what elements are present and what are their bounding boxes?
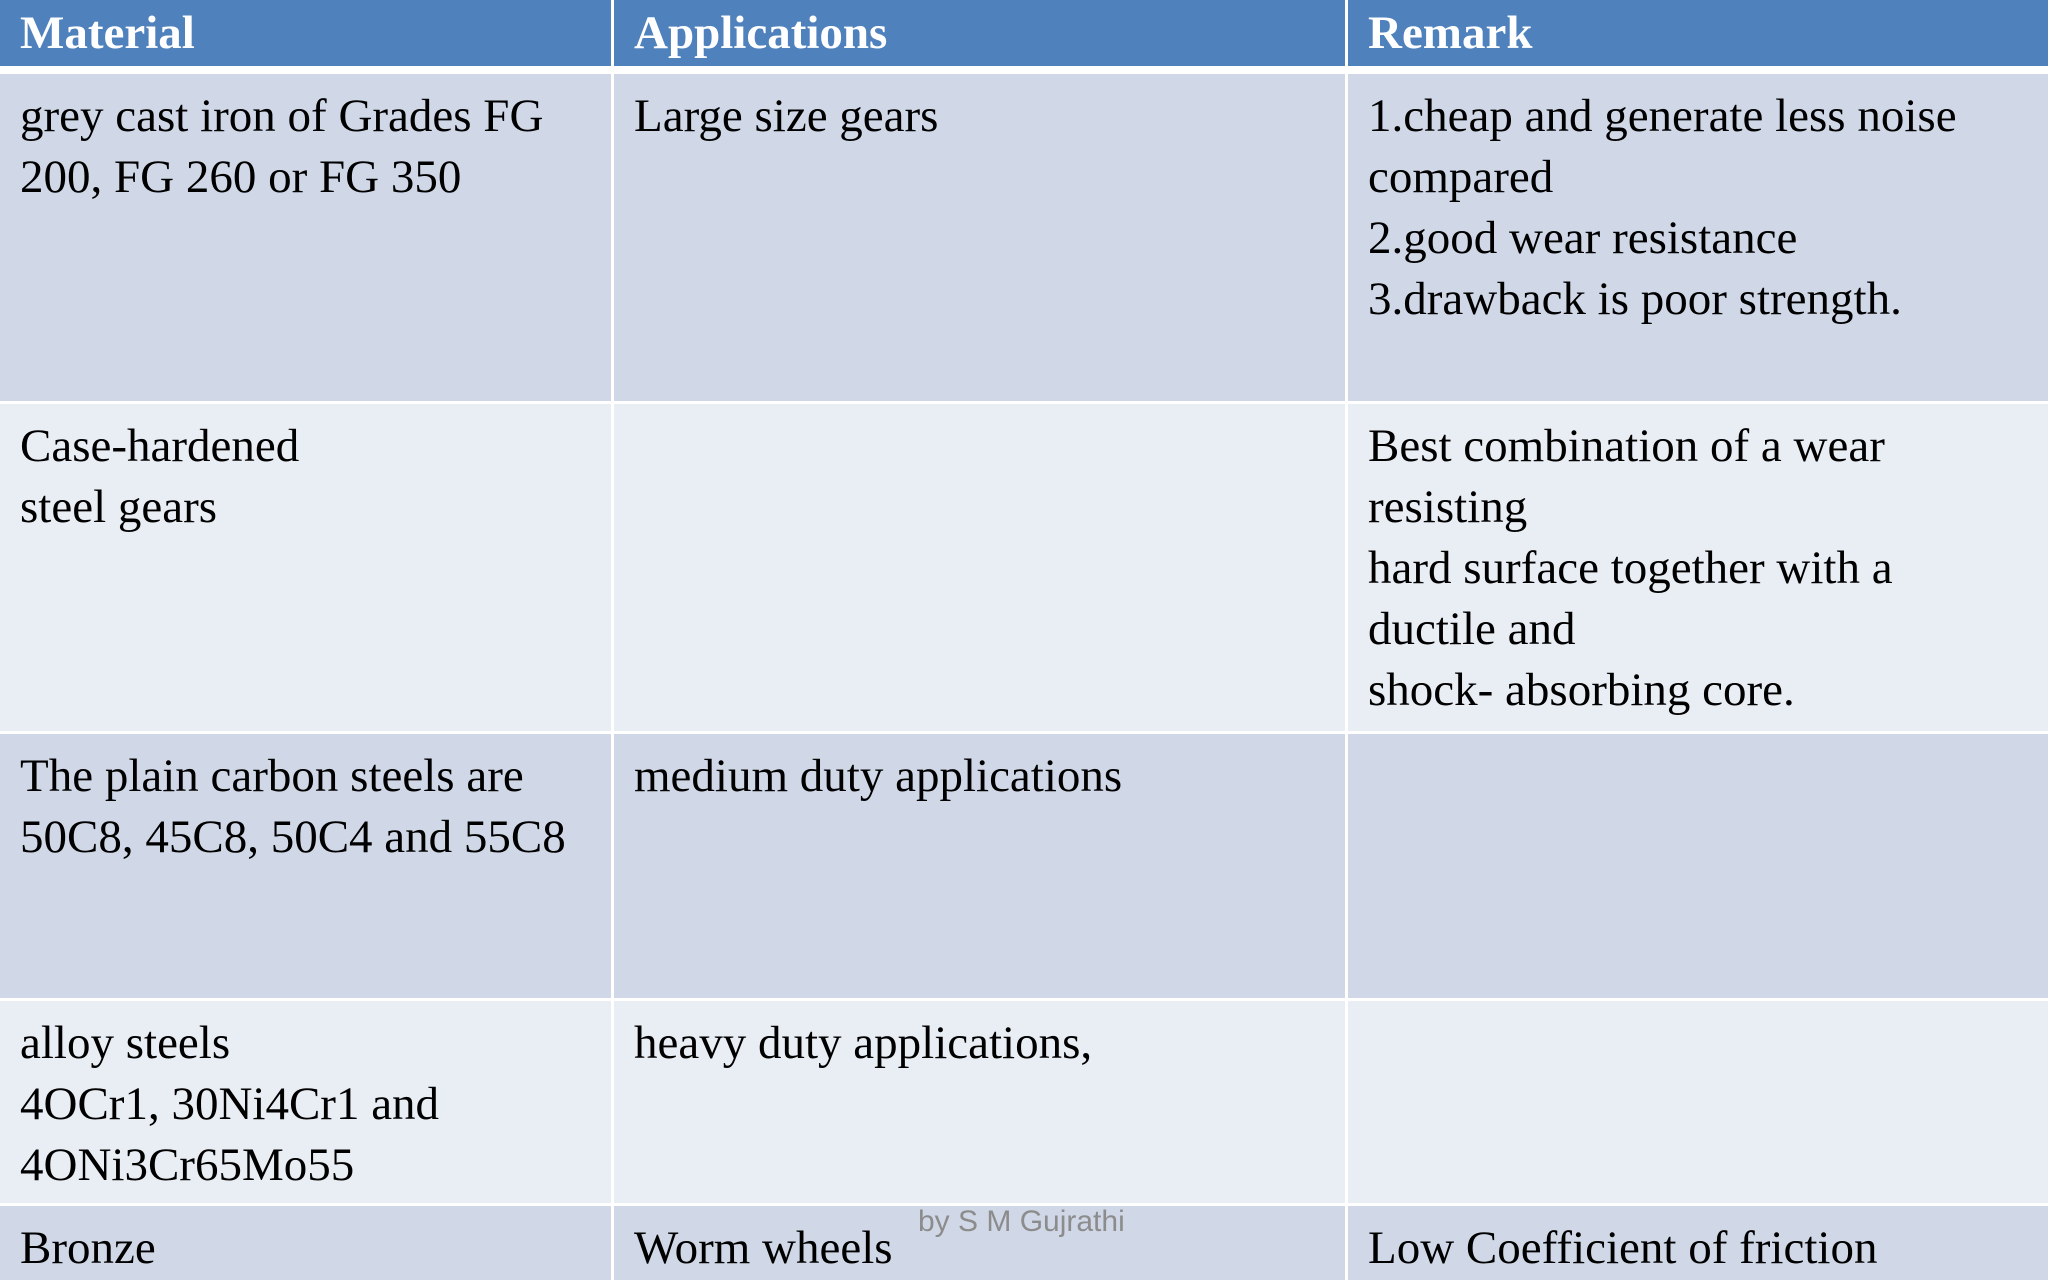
material-text: Case-hardened steel gears [20,420,300,533]
table-row [0,1001,2048,1206]
material-text: grey cast iron of Grades FG 200, FG 260 or FG 350 [20,90,544,203]
material-text: alloy steels 4OCr1, 30Ni4Cr1 and 4ONi3Cr65Mo55 [20,1017,440,1191]
table-row [0,404,2048,734]
remark-text: Best combination of a wear resisting hard surface together with a ductile and shock- absorbing core. [1368,420,1893,716]
cell-remark [1348,74,2048,404]
cell-applications [614,404,1348,734]
cell-material [0,1001,614,1206]
cell-remark [1348,1206,2048,1280]
cell-material [0,734,614,1001]
header-remark: Remark [1348,0,2048,74]
cell-remark [1348,404,2048,734]
applications-text: medium duty applications [634,750,1123,802]
remark-text: 1.cheap and generate less noise compared 2.good wear resistance 3.drawback is poor strength. [1368,90,1957,325]
cell-material [0,74,614,404]
applications-text: Worm wheels [634,1222,893,1274]
cell-material [0,404,614,734]
header-material: Material [0,0,614,74]
cell-applications [614,1001,1348,1206]
cell-applications [614,734,1348,1001]
material-text: Bronze [20,1222,156,1274]
remark-text: Low Coefficient of friction [1368,1222,1878,1274]
cell-applications [614,74,1348,404]
author-watermark: by S M Gujrathi [918,1205,1125,1238]
material-text: The plain carbon steels are 50C8, 45C8, 50C4 and 55C8 [20,750,566,863]
applications-text: heavy duty applications, [634,1017,1093,1069]
table-header-row [0,0,2048,74]
header-applications: Applications [614,0,1348,74]
cell-material [0,1206,614,1280]
table-row [0,74,2048,404]
cell-remark [1348,1001,2048,1206]
table-row [0,734,2048,1001]
cell-remark [1348,734,2048,1001]
applications-text: Large size gears [634,90,939,142]
